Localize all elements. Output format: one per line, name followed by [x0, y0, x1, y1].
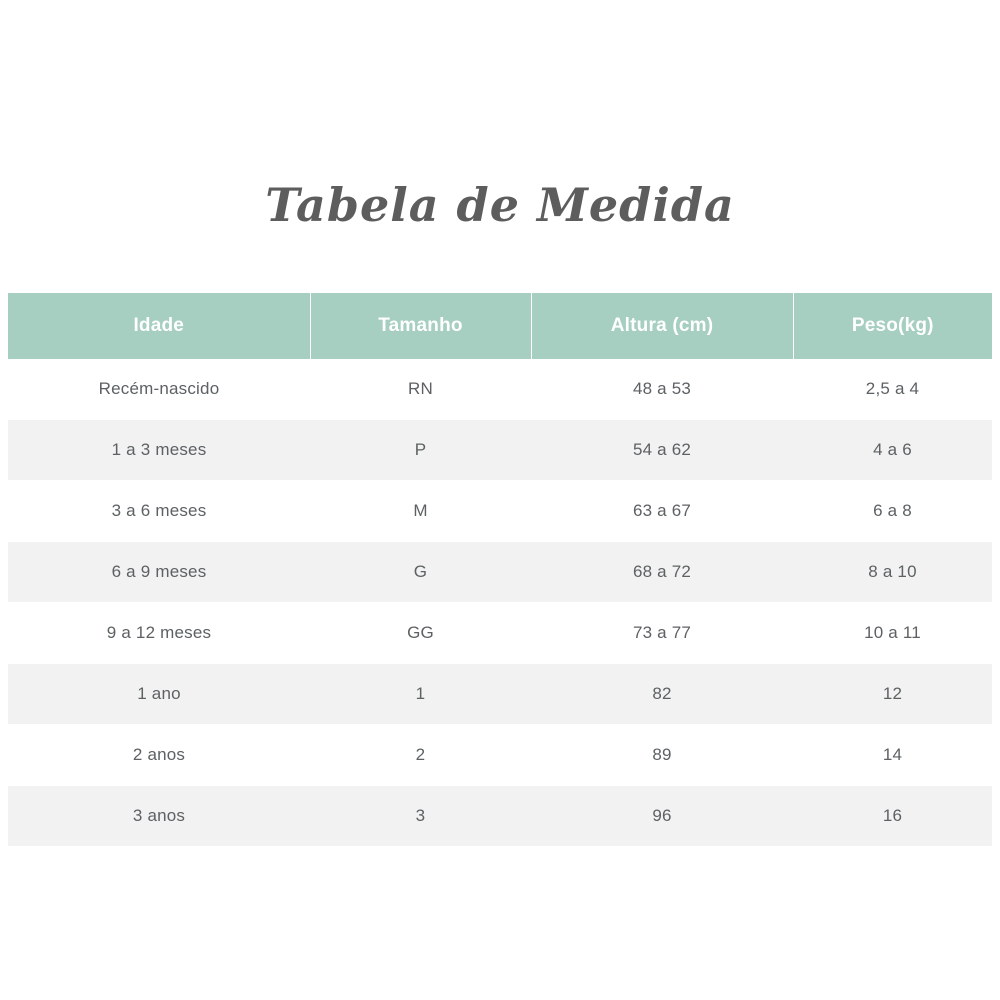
cell-idade: 1 ano — [8, 664, 310, 725]
table-header — [8, 293, 992, 359]
cell-idade: 9 a 12 meses — [8, 603, 310, 664]
cell-peso: 8 a 10 — [793, 542, 992, 603]
cell-altura: 54 a 62 — [531, 420, 793, 481]
cell-idade: 3 a 6 meses — [8, 481, 310, 542]
table-row — [8, 481, 992, 542]
cell-tamanho: 3 — [310, 786, 531, 847]
cell-tamanho: G — [310, 542, 531, 603]
table-row — [8, 786, 992, 847]
cell-peso: 2,5 a 4 — [793, 359, 992, 420]
cell-peso: 14 — [793, 725, 992, 786]
table-row — [8, 603, 992, 664]
table-body — [8, 359, 992, 847]
cell-altura: 82 — [531, 664, 793, 725]
cell-tamanho: RN — [310, 359, 531, 420]
cell-idade: 1 a 3 meses — [8, 420, 310, 481]
cell-idade: 6 a 9 meses — [8, 542, 310, 603]
cell-peso: 6 a 8 — [793, 481, 992, 542]
cell-idade: Recém-nascido — [8, 359, 310, 420]
cell-altura: 89 — [531, 725, 793, 786]
cell-peso: 4 a 6 — [793, 420, 992, 481]
table-header-row — [8, 293, 992, 359]
cell-altura: 48 a 53 — [531, 359, 793, 420]
cell-tamanho: 1 — [310, 664, 531, 725]
measurement-table — [8, 293, 992, 847]
column-header-idade: Idade — [8, 293, 310, 359]
table-row — [8, 359, 992, 420]
table-row — [8, 664, 992, 725]
table-row — [8, 542, 992, 603]
measurement-table-wrapper — [8, 293, 992, 847]
cell-idade: 3 anos — [8, 786, 310, 847]
column-header-peso: Peso(kg) — [793, 293, 992, 359]
cell-altura: 96 — [531, 786, 793, 847]
cell-altura: 73 a 77 — [531, 603, 793, 664]
column-header-altura: Altura (cm) — [531, 293, 793, 359]
cell-altura: 68 a 72 — [531, 542, 793, 603]
cell-tamanho: M — [310, 481, 531, 542]
table-row — [8, 420, 992, 481]
cell-tamanho: 2 — [310, 725, 531, 786]
cell-peso: 10 a 11 — [793, 603, 992, 664]
cell-tamanho: P — [310, 420, 531, 481]
cell-altura: 63 a 67 — [531, 481, 793, 542]
cell-idade: 2 anos — [8, 725, 310, 786]
cell-tamanho: GG — [310, 603, 531, 664]
column-header-tamanho: Tamanho — [310, 293, 531, 359]
cell-peso: 16 — [793, 786, 992, 847]
table-row — [8, 725, 992, 786]
cell-peso: 12 — [793, 664, 992, 725]
page-title: Tabela de Medida — [265, 178, 735, 232]
